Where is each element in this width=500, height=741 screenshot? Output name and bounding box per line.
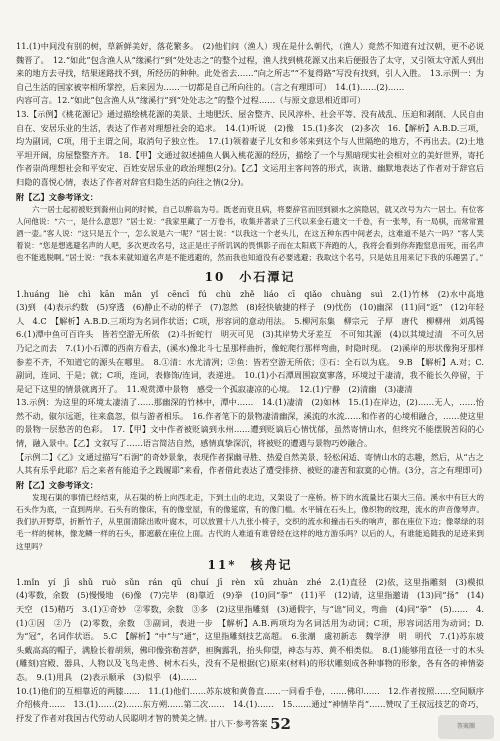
section-title-11: 11* 核舟记 [207, 557, 293, 572]
q13-paragraph: 13.【示例】《桃花源记》通过描绘桃花源的美景、土地肥沃、屋舍整齐、民风淳朴、社会平等、没有战乱、压迫和剥削、人民自由自在、安居乐业的生活，表达了作者对理想社会的追求。 14.(1)听说 (2)像 15.(1)多次 (2)多次 16.【解析】A.B.D.三项，均为副词，C项，用于主谓之间，取消句子独立性。 17.(1)领着妻子儿女和乡邻来到这个与人世隔绝的地方，不再出去。(2)土地平坦开阔，房屋整整齐齐。 18.【甲】文通过叙述捕鱼人偶入桃花源的经历，描绘了一个与黑暗现实社会相对立的美好世界，寄托作者崇尚理想社会和平安定、百姓安居乐业的政治理想(2分)。【乙】文运用主客问答的形式，诙谐、幽默地表达了作者对于辞官后归隐的喜悦心情，表达了作者对辞官归隐生活的向往之情(2分)。 [16, 108, 484, 187]
translation-heading: 附【乙】文参考译文： [16, 191, 98, 202]
footer-label: 甘八下·参考答案 [209, 719, 268, 729]
section10-answers-3: 【示例二】《乙》文通过描写“石涧”的奇妙景象，表现作者探幽寻胜、热爱自然美景、轻松闲适、寄情山水的志趣，然后，从“古之人其有乐乎此耶？后之来者有能追予之践履耶”来看，作者借此表达了遭受排挤、被贬的凄苦和寂寞的心情。(3分，言之有理即可) [16, 451, 484, 476]
page-footer [0, 715, 500, 733]
section10-answers-2: 13.示例：为这里的环境太凄清了……那幽深的竹林中，潭中…… 14.(1)凄清 (2)如林 15.(1)在岸边，(2)……无人，……怡然不动，俶尔远逝，往来翕忽，似与游者相乐。 16.作者笔下的景物凄清幽深，溪流的水流……和作者的心境相融合，……使这里的景物一层愁苦的色彩。 17.【甲】文中作者被贬谪到永州……遭到贬谪后心情忧郁，虽然寄情山水，但终究不能摆脱苦闷的心情，融入景中。【乙】文叙写了……语言简洁自然，感情真挚深沉，将被贬的遭遇与景物巧妙融合。 [16, 397, 484, 449]
page-number: 52 [270, 715, 291, 733]
q12-paragraph: 内容可言。12.“如此”包含渔人从“缘溪行”到“处处志之”的整个过程……（与原文意思相近即可） [16, 95, 366, 106]
section11-answers-1: 1.mǐn yí jī shǔ ruò sǔn rán qū chuí jī rèn xū zhuàn zhé 2.(1)直径 (2)依，这里指雕刻 (3)模拟 (4)零数，余数 (5)慢慢地 (6)像 (7)完毕 (8)靠近 (9)拳 (10)同“拳” (11)平 (12)请，这里指邀请 (13)同“扬” (14)天空 (15)精巧 3.(1)①奇妙 ②零数，余数 ③多 (2)这里指雕刻 (3)通假字，与“诎”同义，弯曲 (4)同“拳” (5)…… 4.(1)①因 ②乃 (2)零数，余数 ③副词，表进一步 【解析】A.B.两项均为名词活用为动词；C项，形容词活用为动词；D.为“冠”，名词作状语。 5.C 【解析】“中”与“通”，这里指雕刻技艺高超。 6.张潮 虞初新志 魏学洢 明 明代 7.(1)苏东坡头戴高高的帽子，满脸长着胡须，佛印像弥勒菩萨，袒胸露乳，抬头仰望，神态与苏、黄不相类似。 8.(1)能够用直径一寸的木头(雕刻)宫殿、器具、人物以及飞鸟走兽、树木石头，没有不是根据(它)原来(材料)的形状雕刻成各种事物的形象，各有各的神情姿态。 9.(1)用具 (2)表示顺承 (3)似乎 (4)…… [16, 576, 493, 683]
watermark-logo: 答案圈 [438, 715, 494, 739]
translation2-body: 发现石渠的事情已经结束，从石渠的桥上向西北走，下到土山的北边，又架设了一座桥。桥下的水流量比石渠大三倍。溪水中有巨大的石头作为底，一直到两岸。石头有的像床，有的像堂屋，有的像筵席，有的像门槛。水平铺在石头上，像织物的纹理，流水的声音像琴声。我们扒开野草，折断竹子，从里面清除出败叶腐木，可以放置十八九张小椅子，交织的流水和撞击石头的响声，都在座位下边；像翠绿的羽毛一样的树林，像龙鳞一样的石头，都遮蔽在座位上面。古代的人难道有谁曾经在这样的地方游乐吗？以后的人，有谁能追随我的足迹来到这里吗？ [16, 492, 484, 551]
q11-paragraph: 11.(1)中间没有别的树，草新鲜美好，落花繁多。 (2)他们问（渔人）现在是什么朝代，（渔人）竟然不知道有过汉朝，更不必说魏晋了。 12.“如此”包含渔人从“缘溪行”到“处处志之”的整个过程，渔人找到桃花源又出来后便报告了太守，又引领太守派人到出来的地方去寻找，结果迷路找不到，所经历的种种。此处省去……“向之所志”“不复得路”写没有找到，引人入胜。 13.示例一：为自己生活的国家被宰相所掌控，后来因为……一切都是自己所向往的。（言之有理即可） 14.(1)……(2)…… [16, 41, 484, 92]
section11-answers-2: 10.(1)他们的互相靠近的两膝…… 11.(1)他们……苏东坡和黄鲁直……一同看手卷，……佛印…… 12.作者按照……空间顺序介绍核舟…… 13.(1)……(2)……东方朔……第二次…… 14.(1)…… 15.……通过“神情毕肖”……赞叹了王叔远技艺的奇巧，抒发了作者对我国古代劳动人民聪明才智的赞美之情。 [16, 685, 484, 723]
section10-answers-1: 1.huáng liè chì kān mǎn yǐ cēncī fú chù zhě liáo cī qiǎo chuàng suì 2.(1)竹林 (2)水中高地 (3)到 (4)表示约数 (5)穿透 (6)静止不动的样子 (7)忽然 (8)轻快敏捷的样子 (9)忧伤 (10)幽深 (11)同“返” (12)年轻人 4.C 【解析】A.B.D.三项均为名词作状语；C项，形容词的意动用法。 5.柳河东集 柳宗元 子厚 唐代 柳柳州 刘禹锡 6.(1)潭中鱼可百许头 皆若空游无所依 (2)斗折蛇行 明灭可见 (3)其岸势犬牙差互 不可知其源 (4)以其境过清 不可久居 乃记之而去 7.(1)小石潭的西南方看去，(溪水)像北斗七星那样曲折，像蛇爬行那样弯曲，时隐时现。 (2)溪岸的形状像狗牙那样参差不齐，不知道它的源头在哪里。 8.①清：水尤清冽；②鱼：皆若空游无所依；③石：全石以为底。 9.B 【解析】A.对；C.副词，连词、于是；就；C项，连词，表修饰/连词，表递进。 10.(1)小石潭周围寂寞寥落，环境过于凄清，我不能长久停留，于是记下这里的情景就离开了。 11.观赏潭中景物 感受一个孤寂凄凉的心境。 12.(1)宁静 (2)清幽 (3)凄清 [16, 288, 493, 394]
section-title-10: 10 小石潭记 [204, 269, 296, 284]
translation-body: 六一居士起初被贬到滁州山间的时候，自己以醉翁为号。既老而衰且病，将要辞官而回到颍水之滨隐居，就又改号为六一居士。有位客人问他说：“六一，是什么意思？”居士说：“我家里藏了一万卷书，收集并著录了三代以来金石遗文一千卷，有一张琴，有一局棋，而常常置酒一壶。”客人说：“这只是五个一，怎么说是六一呢？”居士说：“以我这一个老头儿，在这五种东西中间老去，这难道不是六一吗？”客人笑着说：“您是想逃避名声的人吧，多次更改名号，这正是庄子所讥讽的畏惧影子而在太阳底下奔跑的人，我将会看到你奔跑窒息而死，而名声也不能逃脱啊。”居士说：“我本来就知道名声是不能逃避的，然而我也知道没有必要逃避；我取这个名号，只是姑且用来记下我的乐趣罢了。” [16, 204, 484, 263]
translation2-heading: 附【乙】文参考译文： [16, 479, 98, 490]
